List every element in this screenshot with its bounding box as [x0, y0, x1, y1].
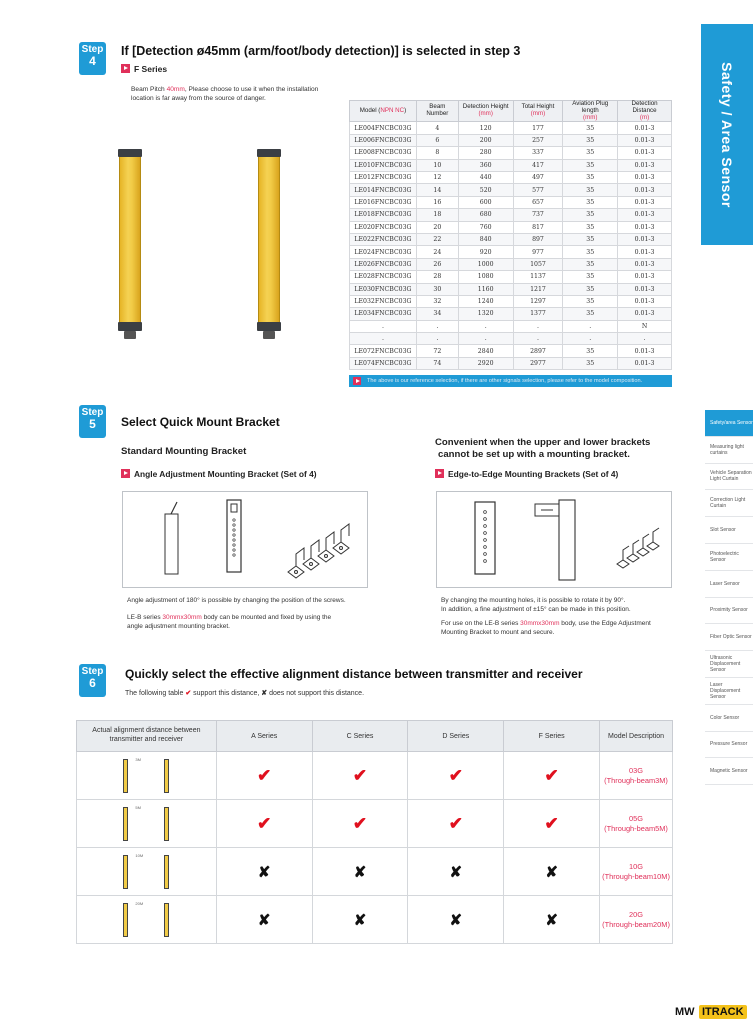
supported-cell: [408, 800, 504, 848]
sidebar-item-ultrasonic-displacement-sensor[interactable]: Ultrasonic Displacement Sensor: [705, 651, 753, 678]
table-cell: .: [350, 320, 417, 332]
table-cell: 177: [513, 122, 563, 134]
sidebar-item-safety-area-sensor[interactable]: Safety/area Sensor: [705, 410, 753, 437]
convenient-heading: [435, 437, 650, 461]
table-cell: LE008FNCBC03G: [350, 147, 417, 159]
model-table: [349, 100, 672, 370]
cross-icon: ✘: [257, 863, 271, 881]
table-cell: 257: [513, 134, 563, 146]
table-cell: 35: [563, 221, 618, 233]
table-cell: 657: [513, 196, 563, 208]
convenient-heading-line1: Convenient when the upper and lower brackets: [435, 437, 651, 448]
sidebar-item-photoelectric-sensor[interactable]: Photoelectric Sensor: [705, 544, 753, 571]
detection-height-label: Detection Height: [462, 103, 509, 111]
legend-part: support this distance,: [191, 690, 262, 697]
table-row: [350, 320, 672, 332]
play-icon: [353, 377, 361, 385]
table-cell: LE034FNCBC03G: [350, 308, 417, 320]
convenient-heading-line2: cannot be set up with a mounting bracket.: [438, 448, 630, 460]
table-cell: 1000: [458, 258, 513, 270]
table-cell: .: [350, 333, 417, 345]
table-cell: 0.01-3: [618, 246, 672, 258]
table-cell: .: [416, 333, 458, 345]
table-cell: 497: [513, 172, 563, 184]
cross-icon: ✘: [257, 911, 271, 929]
sidebar-item-measuring-light-curtains[interactable]: Measuring light curtains: [705, 437, 753, 464]
desc-part: For use on the LE-B series: [441, 620, 521, 627]
table-cell: LE012FNCBC03G: [350, 172, 417, 184]
table-cell: 35: [563, 308, 618, 320]
table-cell: 600: [458, 196, 513, 208]
cross-icon: ✘: [353, 911, 367, 929]
table-cell: 1377: [513, 308, 563, 320]
table-cell: 0.01-3: [618, 221, 672, 233]
legend-part: does not support this distance.: [267, 690, 365, 697]
table-row: [350, 159, 672, 171]
table-row: [350, 308, 672, 320]
npn-nc-label: NPN NC: [380, 106, 405, 114]
table-cell: 897: [513, 233, 563, 245]
play-icon: [435, 469, 444, 478]
unit-mm: (mm): [583, 113, 598, 121]
model-desc: (Through-beam5M): [604, 823, 668, 833]
desc-line: By changing the mounting holes, it is possible to rotate it by 90°.: [441, 597, 626, 604]
pitch-prefix: Beam Pitch: [131, 86, 167, 93]
angle-bracket-desc-2: [127, 614, 347, 632]
sidebar-item-proximity-sensor[interactable]: Proximity Sensor: [705, 598, 753, 625]
table-cell: 22: [416, 233, 458, 245]
check-icon: ✔: [257, 765, 272, 785]
table-cell: 35: [563, 147, 618, 159]
table-cell: LE030FNCBC03G: [350, 283, 417, 295]
table-cell: 360: [458, 159, 513, 171]
sidebar-item-color-sensor[interactable]: Color Sensor: [705, 705, 753, 732]
table-cell: 0.01-3: [618, 122, 672, 134]
table-cell: 35: [563, 258, 618, 270]
aviation-plug-label: Aviation Plug length: [572, 100, 609, 114]
table-cell: 1217: [513, 283, 563, 295]
col-d-series: D Series: [408, 721, 504, 752]
col-a-series: A Series: [216, 721, 312, 752]
distance-row: [77, 800, 673, 848]
table-cell: LE032FNCBC03G: [350, 295, 417, 307]
edge-bracket-desc-2: [441, 620, 669, 638]
table-cell: LE004FNCBC03G: [350, 122, 417, 134]
table-cell: 35: [563, 246, 618, 258]
check-icon: ✔: [352, 813, 368, 833]
model-code: 10G: [629, 861, 643, 871]
table-cell: 16: [416, 196, 458, 208]
supported-cell: [504, 800, 600, 848]
check-icon: ✔: [257, 813, 272, 833]
table-cell: 337: [513, 147, 563, 159]
model-code: 20G: [629, 909, 643, 919]
col-beam-number: Beam Number: [416, 101, 458, 122]
table-cell: 14: [416, 184, 458, 196]
table-cell: LE072FNCBC03G: [350, 345, 417, 357]
model-description-cell: [600, 752, 673, 800]
table-cell: LE014FNCBC03G: [350, 184, 417, 196]
table-cell: 18: [416, 209, 458, 221]
category-side-tab: [701, 24, 753, 245]
table-cell: 1137: [513, 271, 563, 283]
table-cell: 35: [563, 196, 618, 208]
table-cell: 0.01-3: [618, 209, 672, 221]
table-cell: .: [563, 333, 618, 345]
logo-right-text: ITRACK: [699, 1005, 747, 1019]
col-total-height: [513, 101, 563, 122]
table-cell: 0.01-3: [618, 283, 672, 295]
unsupported-cell: [504, 848, 600, 896]
unsupported-cell: [216, 848, 312, 896]
unsupported-cell: [216, 896, 312, 944]
table-cell: 35: [563, 209, 618, 221]
table-cell: 577: [513, 184, 563, 196]
table-cell: 12: [416, 172, 458, 184]
step-4-title: If [Detection ø45mm (arm/foot/body detection)] is selected in step 3: [121, 44, 521, 58]
model-description-cell: [600, 800, 673, 848]
cross-icon: ✘: [545, 863, 558, 881]
category-sidebar: [705, 410, 753, 785]
table-cell: .: [416, 320, 458, 332]
table-row: [350, 258, 672, 270]
angle-bracket-text: Angle Adjustment Mounting Bracket (Set of 4): [134, 469, 317, 479]
table-cell: 840: [458, 233, 513, 245]
edge-bracket-label: [435, 469, 618, 479]
step-word: Step: [81, 44, 104, 55]
distance-table-header: [77, 721, 673, 752]
table-cell: 74: [416, 357, 458, 369]
table-cell: 35: [563, 283, 618, 295]
step-5-badge: [79, 405, 106, 438]
sidebar-item-laser-displacement-sensor[interactable]: Laser Displacement Sensor: [705, 678, 753, 705]
table-cell: 28: [416, 271, 458, 283]
table-cell: 977: [513, 246, 563, 258]
table-cell: 35: [563, 159, 618, 171]
supported-cell: [312, 752, 408, 800]
table-cell: LE018FNCBC03G: [350, 209, 417, 221]
step-number: 5: [89, 417, 96, 431]
table-row: [350, 221, 672, 233]
sidebar-item-laser-sensor[interactable]: Laser Sensor: [705, 571, 753, 598]
table-cell: 35: [563, 295, 618, 307]
angle-bracket-image: [122, 491, 368, 588]
table-cell: .: [618, 333, 672, 345]
table-row: [350, 209, 672, 221]
col-model-description: Model Description: [600, 721, 673, 752]
table-cell: 1240: [458, 295, 513, 307]
table-cell: 0.01-3: [618, 258, 672, 270]
table-cell: 6: [416, 134, 458, 146]
cross-icon: ✘: [353, 863, 367, 881]
table-row: [350, 147, 672, 159]
table-cell: 35: [563, 271, 618, 283]
unit-mm: (mm): [530, 110, 546, 118]
desc-line: In addition, a fine adjustment of ±15° can be made in this position.: [441, 605, 631, 613]
step-5-title: Select Quick Mount Bracket: [121, 415, 280, 429]
distance-illustration: [77, 848, 217, 896]
unsupported-cell: [408, 896, 504, 944]
table-cell: 35: [563, 357, 618, 369]
table-cell: N: [618, 320, 672, 332]
model-code: 03G: [629, 765, 643, 775]
table-cell: LE010FNCBC03G: [350, 159, 417, 171]
pitch-value: 40mm: [166, 86, 185, 93]
table-cell: 35: [563, 172, 618, 184]
cross-icon: ✘: [261, 690, 268, 697]
table-cell: 0.01-3: [618, 295, 672, 307]
sidebar-item-pressure-sensor[interactable]: Pressure Sensor: [705, 732, 753, 759]
table-row: [350, 233, 672, 245]
distance-row: [77, 896, 673, 944]
table-cell: 0.01-3: [618, 134, 672, 146]
table-cell: 0.01-3: [618, 233, 672, 245]
check-icon: ✔: [185, 690, 192, 697]
table-cell: 2977: [513, 357, 563, 369]
unsupported-cell: [408, 848, 504, 896]
step-number: 4: [89, 54, 96, 68]
table-row: [350, 283, 672, 295]
table-row: [350, 271, 672, 283]
angle-bracket-desc-1: Angle adjustment of 180° is possible by changing the position of the screws.: [127, 597, 346, 604]
table-cell: 0.01-3: [618, 271, 672, 283]
table-cell: 4: [416, 122, 458, 134]
supported-cell: [504, 752, 600, 800]
col-c-series: C Series: [312, 721, 408, 752]
desc-part: body can be mounted and fixed by using the angle adjustment mounting bracket.: [127, 614, 332, 630]
table-cell: 440: [458, 172, 513, 184]
cross-icon: ✘: [449, 911, 463, 929]
sidebar-item-correction-light-curtain[interactable]: Correction Light Curtain: [705, 490, 753, 517]
step-6-title: Quickly select the effective alignment distance between transmitter and receiver: [125, 667, 583, 681]
table-cell: 2920: [458, 357, 513, 369]
table-cell: .: [513, 333, 563, 345]
table-cell: LE006FNCBC03G: [350, 134, 417, 146]
table-cell: .: [458, 333, 513, 345]
table-cell: LE028FNCBC03G: [350, 271, 417, 283]
sidebar-item-fiber-optic-sensor[interactable]: Fiber Optic Sensor: [705, 624, 753, 651]
table-cell: 737: [513, 209, 563, 221]
table-cell: 1080: [458, 271, 513, 283]
table-cell: 0.01-3: [618, 184, 672, 196]
desc-part: LE-B series: [127, 614, 163, 621]
edge-bracket-desc-1: [441, 597, 671, 615]
table-cell: 2840: [458, 345, 513, 357]
table-cell: LE026FNCBC03G: [350, 258, 417, 270]
table-cell: 920: [458, 246, 513, 258]
supported-cell: [216, 800, 312, 848]
mwitrack-logo: [675, 1002, 747, 1020]
edge-bracket-image: [436, 491, 672, 588]
col-model: Model (NPN NC): [350, 101, 417, 122]
table-row: [350, 246, 672, 258]
table-cell: 1320: [458, 308, 513, 320]
table-cell: 817: [513, 221, 563, 233]
table-cell: 35: [563, 184, 618, 196]
standard-bracket-heading: Standard Mounting Bracket: [121, 446, 247, 457]
edge-bracket-text: Edge-to-Edge Mounting Brackets (Set of 4): [448, 469, 619, 479]
sidebar-item-slot-sensor[interactable]: Slot Sensor: [705, 517, 753, 544]
table-row: [350, 172, 672, 184]
cross-icon: ✘: [449, 863, 463, 881]
table-cell: 0.01-3: [618, 345, 672, 357]
table-cell: 0.01-3: [618, 196, 672, 208]
col-aviation-plug: [563, 101, 618, 122]
step-4-badge: [79, 42, 106, 75]
table-cell: 0.01-3: [618, 357, 672, 369]
table-cell: .: [513, 320, 563, 332]
desc-part: body, use the Edge Adjustment Mounting Bracket to mount and secure.: [441, 620, 651, 636]
total-height-label: Total Height: [521, 103, 555, 111]
table-cell: LE074FNCBC03G: [350, 357, 417, 369]
table-row: [350, 184, 672, 196]
table-row: [350, 134, 672, 146]
check-icon: ✔: [544, 813, 559, 833]
col-f-series: F Series: [504, 721, 600, 752]
col-distance: Actual alignment distance between transmitter and receiver: [77, 721, 217, 752]
distance-label: 3M: [135, 756, 141, 762]
supported-cell: [408, 752, 504, 800]
table-cell: 35: [563, 122, 618, 134]
table-row: [350, 333, 672, 345]
table-row: [350, 122, 672, 134]
table-cell: 1160: [458, 283, 513, 295]
distance-label: 20M: [135, 900, 144, 906]
table-cell: .: [563, 320, 618, 332]
distance-illustration: [77, 896, 217, 944]
angle-bracket-label: [121, 469, 317, 479]
table-cell: 520: [458, 184, 513, 196]
play-icon: [121, 469, 130, 478]
table-row: [350, 295, 672, 307]
table-cell: 280: [458, 147, 513, 159]
check-icon: ✔: [448, 813, 463, 833]
table-cell: LE024FNCBC03G: [350, 246, 417, 258]
table-cell: LE020FNCBC03G: [350, 221, 417, 233]
table-cell: 35: [563, 134, 618, 146]
table-cell: 24: [416, 246, 458, 258]
step-word: Step: [81, 666, 104, 677]
table-cell: 0.01-3: [618, 308, 672, 320]
table-cell: 72: [416, 345, 458, 357]
table-cell: 680: [458, 209, 513, 221]
table-cell: 1057: [513, 258, 563, 270]
model-description-cell: [600, 848, 673, 896]
table-cell: 30: [416, 283, 458, 295]
distance-label: 5M: [135, 804, 141, 810]
unit-mm: (mm): [478, 110, 493, 118]
table-cell: LE022FNCBC03G: [350, 233, 417, 245]
beam-pitch-text: [131, 86, 321, 104]
table-cell: 32: [416, 295, 458, 307]
model-table-header: [350, 101, 672, 122]
sidebar-item-magnetic-sensor[interactable]: Magnetic Sensor: [705, 758, 753, 785]
supported-cell: [216, 752, 312, 800]
table-cell: 0.01-3: [618, 147, 672, 159]
step-6-badge: [79, 664, 106, 697]
table-cell: 35: [563, 345, 618, 357]
table-cell: 10: [416, 159, 458, 171]
reference-note: [349, 375, 672, 387]
table-cell: 26: [416, 258, 458, 270]
alignment-distance-table: [76, 720, 673, 944]
table-cell: 417: [513, 159, 563, 171]
pitch-suffix: , Please choose to use it when the installation location is far away from the source of danger.: [131, 86, 319, 102]
table-row: [350, 345, 672, 357]
desc-size: 30mmx30mm: [162, 614, 202, 621]
table-cell: 8: [416, 147, 458, 159]
table-cell: 120: [458, 122, 513, 134]
check-icon: ✔: [448, 765, 463, 785]
supported-cell: [312, 800, 408, 848]
step-word: Step: [81, 407, 104, 418]
unsupported-cell: [312, 848, 408, 896]
unsupported-cell: [312, 896, 408, 944]
table-cell: 2897: [513, 345, 563, 357]
table-row: [350, 357, 672, 369]
cross-icon: ✘: [545, 911, 558, 929]
col-detection-distance: [618, 101, 672, 122]
table-cell: 0.01-3: [618, 159, 672, 171]
f-series-label: [121, 64, 167, 74]
distance-label: 10M: [135, 852, 144, 858]
model-desc: (Through-beam10M): [602, 871, 670, 881]
table-cell: 1297: [513, 295, 563, 307]
distance-row: [77, 752, 673, 800]
distance-illustration: [77, 800, 217, 848]
distance-row: [77, 848, 673, 896]
support-legend: [125, 689, 364, 698]
table-cell: .: [458, 320, 513, 332]
check-icon: ✔: [352, 765, 368, 785]
table-cell: 35: [563, 233, 618, 245]
reference-note-text: The above is our reference selection, if there are other signals selection, please refer to the model composition.: [367, 378, 643, 384]
distance-illustration: [77, 752, 217, 800]
table-cell: 20: [416, 221, 458, 233]
table-cell: 200: [458, 134, 513, 146]
model-desc: (Through-beam20M): [602, 919, 670, 929]
desc-size: 30mmx30mm: [520, 620, 560, 627]
unsupported-cell: [504, 896, 600, 944]
unit-m: (m): [639, 113, 650, 121]
table-cell: 760: [458, 221, 513, 233]
play-icon: [121, 64, 130, 73]
category-side-tab-label: Safety / Area Sensor: [719, 61, 735, 208]
model-code: 05G: [629, 813, 643, 823]
logo-left-text: MW: [675, 1006, 695, 1018]
table-cell: LE016FNCBC03G: [350, 196, 417, 208]
f-series-text: F Series: [134, 64, 168, 74]
sidebar-item-vehicle-separation-light-curtain[interactable]: Vehicle Separation Light Curtain: [705, 464, 753, 491]
table-cell: 0.01-3: [618, 172, 672, 184]
model-description-cell: [600, 896, 673, 944]
step-number: 6: [89, 676, 96, 690]
col-detection-height: [458, 101, 513, 122]
check-icon: ✔: [544, 765, 559, 785]
detection-distance-label: Detection Distance: [631, 100, 658, 114]
table-cell: 34: [416, 308, 458, 320]
table-row: [350, 196, 672, 208]
legend-part: The following table: [125, 690, 186, 697]
model-desc: (Through-beam3M): [604, 775, 668, 785]
